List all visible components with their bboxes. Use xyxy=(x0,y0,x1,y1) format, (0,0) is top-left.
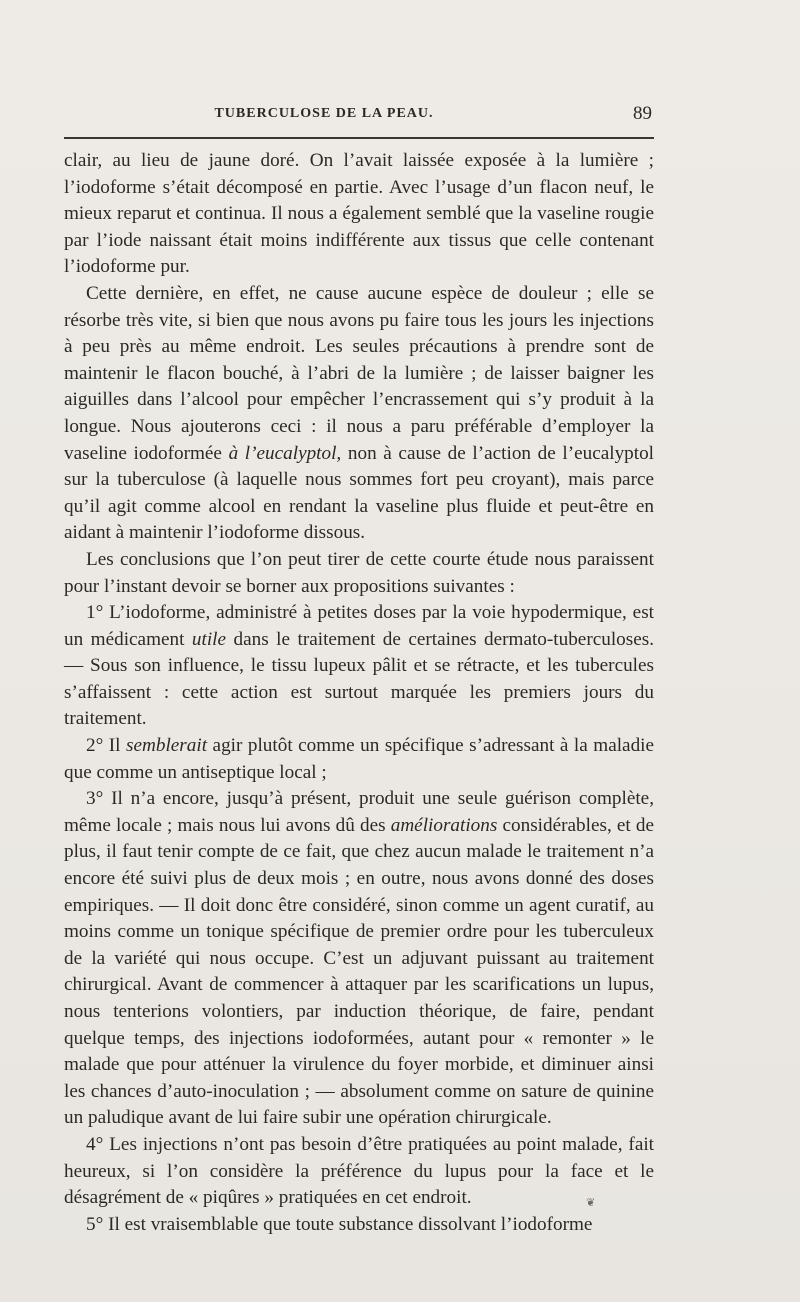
paragraph-text: 1° L’iodoforme, administré à petites doses par la voie hypodermique, est un médicament xyxy=(64,602,654,650)
italic-text: semblerait xyxy=(126,735,208,757)
italic-text: améliorations xyxy=(390,814,498,836)
italic-text: utile xyxy=(191,628,227,650)
paragraph-text: Les conclusions que l’on peut tirer de cette courte étude nous paraissent pour l’instant devoir se borner aux propositions suivantes : xyxy=(64,548,654,597)
paragraph-text: Cette dernière, en effet, ne cause aucune espèce de douleur ; elle se résorbe très vite, si bien que nous avons pu faire tous les jours les injections à peu près au même endroit. Les seules précautions à prendre sont de maintenir le flacon bouché, à l’abri de la lumière ; de laisser baigner les aiguilles dans l’alcool pour empêcher l’encrassement qui s’y produit à la longue. Nous ajouterons ceci : il nous a paru préférable d’employer la vaseline iodoformée xyxy=(64,282,654,464)
running-head xyxy=(64,100,654,128)
conclusion-item-5 xyxy=(64,1212,654,1239)
conclusion-item-2 xyxy=(64,733,654,786)
paragraph-text: non à cause de l’action de l’eucalyptol sur la tuberculose (à laquelle nous sommes fort peu croyant), mais parce qu’il agit comme alcool en rendant la vaseline plus fluide et peut-être en aidant à maintenir l’iodoforme dissous. xyxy=(64,442,655,544)
paragraph-text: clair, au lieu de jaune doré. On l’avait laissée exposée à la lumière ; l’iodoforme s’était décomposé en partie. Avec l’usage d’un flacon neuf, le mieux reparut et continua. Il nous a également semblé que la vaseline rougie par l’iode naissant était moins indifférente aux tissus que celle contenant l’iodoforme pur. xyxy=(64,150,654,278)
paragraph-text: considérables, et de plus, il faut tenir compte de ce fait, que chez aucun malade le traitement n’a encore été suivi plus de deux mois ; en outre, nous avons donné des doses empiriques. — Il doit donc être considéré, sinon comme un agent curatif, au moins comme un tonique spécifique de premier ordre pour les tuberculeux de la variété qui nous occupe. C’est un adjuvant puissant au traitement chirurgical. Avant de commencer à attaquer par les scarifications un lupus, nous tenterions volontiers, par induction théorique, de faire, pendant quelque temps, des injections iodoformées, autant pour « remonter » le malade que pour atténuer la virulence du foyer morbide, et diminuer ainsi les chances d’auto-inoculation ; — absolument comme on sature de quinine un paludique avant de lui faire subir une opération chirurgicale. xyxy=(64,814,655,1129)
paragraph-injections xyxy=(64,281,654,547)
conclusion-item-3 xyxy=(64,786,654,1132)
paragraph-text: dans le traitement de certaines dermato-tuberculoses. — Sous son influence, le tissu lupeux pâlit et se rétracte, et les tubercules s’affaissent : cette action est surtout marquée les premiers jours du traitement. xyxy=(64,628,654,730)
paragraph-text: 4° Les injections n’ont pas besoin d’être pratiquées au point malade, fait heureux, si l’on considère la préférence du lupus pour la face et le désagrément de « piqûres » pratiquées en cet endroit. xyxy=(64,1133,654,1209)
paragraph-text: agir plutôt comme un spécifique s’adressant à la maladie que comme un antiseptique local ; xyxy=(64,735,655,783)
running-title: TUBERCULOSE DE LA PEAU. xyxy=(214,106,434,121)
page-number: 89 xyxy=(633,103,652,124)
italic-text: à l’eucalyptol, xyxy=(228,442,342,464)
conclusion-item-4 xyxy=(64,1132,654,1212)
paragraph-text: 2° Il xyxy=(86,735,121,757)
paragraph-text: 3° Il n’a encore, jusqu’à présent, produit une seule guérison complète, même locale ; mais nous lui avons dû des xyxy=(64,788,654,836)
paragraph-continuation xyxy=(64,148,654,281)
ink-speck: ❦ xyxy=(586,1197,596,1209)
header-rule xyxy=(64,137,654,139)
paragraph-conclusions xyxy=(64,547,654,600)
conclusion-item-1 xyxy=(64,600,654,733)
paragraph-text: 5° Il est vraisemblable que toute substance dissolvant l’iodoforme xyxy=(86,1213,593,1235)
body-text xyxy=(64,148,654,1238)
